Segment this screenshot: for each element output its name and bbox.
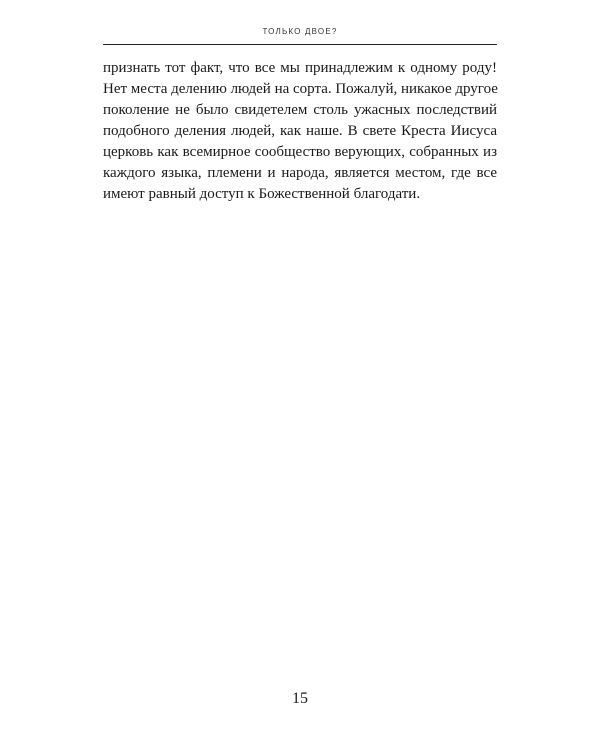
running-header: ТОЛЬКО ДВОЕ? [262,27,338,36]
paragraph-line: подобного деления людей, как наше. В свете Креста Иисуса [103,123,497,139]
paragraph-line: каждого языка, племени и народа, является местом, где все [103,165,497,181]
header-rule [103,44,497,45]
paragraph-line: Нет места делению людей на сорта. Пожалуй, никакое другое [103,81,498,97]
paragraph-line: поколение не было свидетелем столь ужасных последствий [103,102,497,118]
paragraph-line: признать тот факт, что все мы принадлежим к одному роду! [103,60,497,76]
paragraph-line: имеют равный доступ к Божественной благодати. [103,186,421,202]
body-paragraph [103,58,497,205]
page-number: 15 [292,690,308,707]
paragraph-line: церковь как всемирное сообщество верующих, собранных из [103,144,497,160]
